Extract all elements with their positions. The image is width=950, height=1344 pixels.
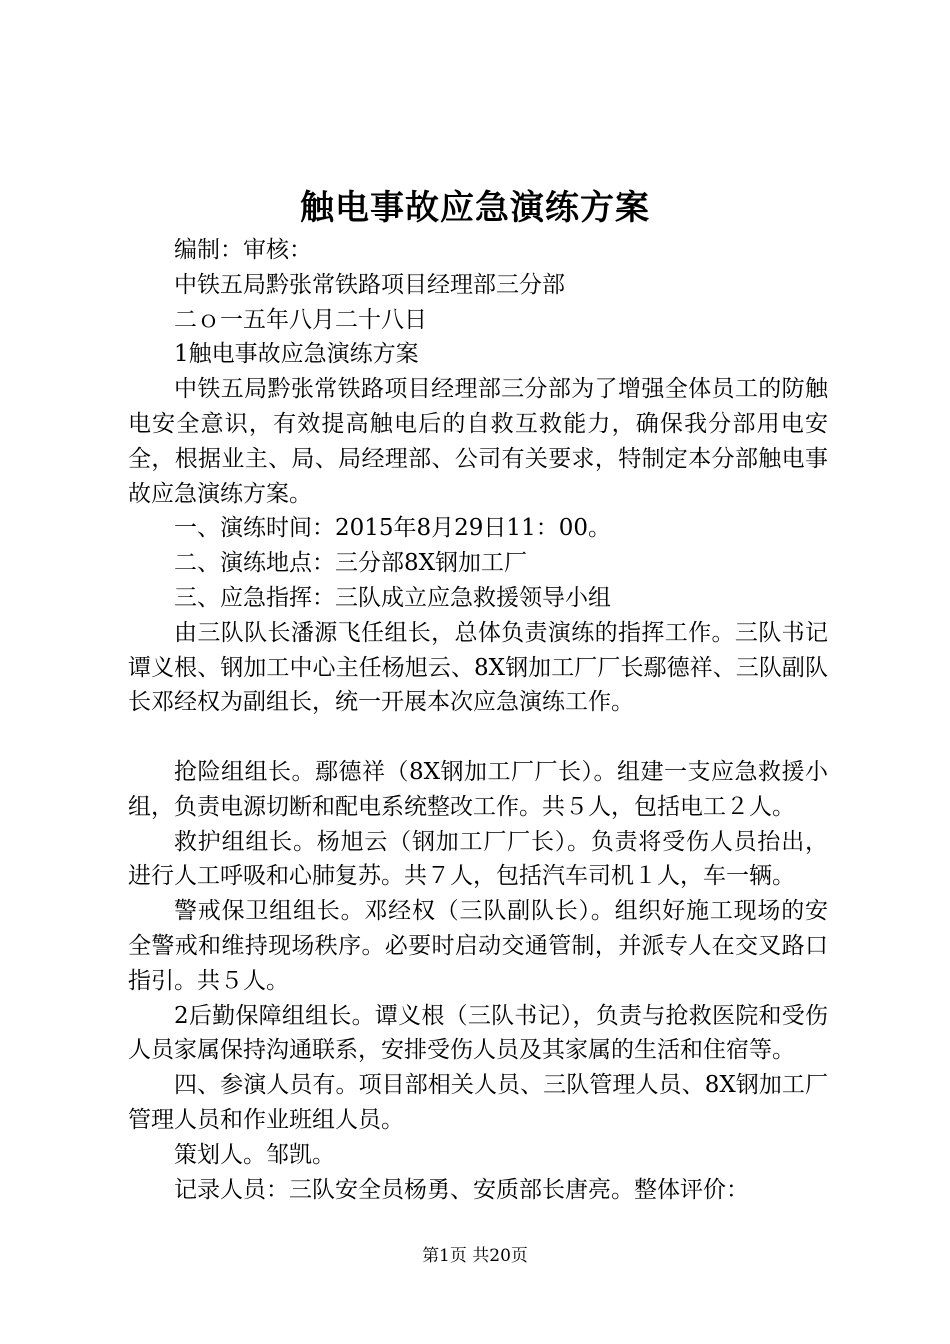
paragraph-organization: 中铁五局黔张常铁路项目经理部三分部 bbox=[174, 271, 565, 298]
paragraph-drill-location: 二、演练地点：三分部8X钢加工厂 bbox=[174, 550, 528, 577]
paragraph-planner: 策划人。邹凯。 bbox=[174, 1141, 335, 1168]
paragraph-logistics-team: 2后勤保障组组长。谭义根（三队书记），负责与抢救医院和受伤人员家属保持沟通联系，安排受伤人员及其家属的生活和住宿等。 bbox=[128, 1002, 828, 1064]
paragraph-date: 二ｏ一五年八月二十八日 bbox=[174, 306, 427, 333]
paragraph-command: 三、应急指挥：三队成立应急救援领导小组 bbox=[174, 584, 611, 611]
paragraph-leadership: 由三队队长潘源飞任组长，总体负责演练的指挥工作。三队书记谭义根、钢加工中心主任杨旭云、8X钢加工厂厂长鄢德祥、三队副队长邓经权为副组长，统一开展本次应急演练工作。 bbox=[128, 619, 828, 716]
paragraph-purpose: 中铁五局黔张常铁路项目经理部三分部为了增强全体员工的防触电安全意识，有效提高触电后的自救互救能力，确保我分部用电安全，根据业主、局、局经理部、公司有关要求，特制定本分部触电事故应急演练方案。 bbox=[128, 376, 828, 507]
paragraph-participants: 四、参演人员有。项目部相关人员、三队管理人员、8X钢加工厂管理人员和作业班组人员。 bbox=[128, 1072, 828, 1133]
paragraph-editor-reviewer: 编制：审核： bbox=[174, 237, 312, 263]
document-title: 触电事故应急演练方案 bbox=[300, 188, 650, 228]
paragraph-medical-team: 救护组组长。杨旭云（钢加工厂厂长）。负责将受伤人员抬出，进行人工呼吸和心肺复苏。共７人，包括汽车司机１人，车一辆。 bbox=[128, 828, 828, 890]
paragraph-blank bbox=[128, 720, 828, 755]
page-footer: 第1页 共20页 bbox=[422, 1246, 528, 1266]
paragraph-rescue-team: 抢险组组长。鄢德祥（8X钢加工厂厂长）。组建一支应急救援小组，负责电源切断和配电系统整改工作。共５人，包括电工２人。 bbox=[128, 758, 828, 820]
paragraph-recorder: 记录人员：三队安全员杨勇、安质部长唐亮。整体评价： bbox=[174, 1176, 749, 1203]
paragraph-drill-time: 一、演练时间：2015年8月29日11：00。 bbox=[174, 515, 611, 542]
paragraph-security-team: 警戒保卫组组长。邓经权（三队副队长）。组织好施工现场的安全警戒和维持现场秩序。必要时启动交通管制，并派专人在交叉路口指引。共５人。 bbox=[128, 898, 828, 994]
paragraph-section-title: 1触电事故应急演练方案 bbox=[174, 341, 419, 368]
document-body bbox=[128, 233, 828, 1207]
